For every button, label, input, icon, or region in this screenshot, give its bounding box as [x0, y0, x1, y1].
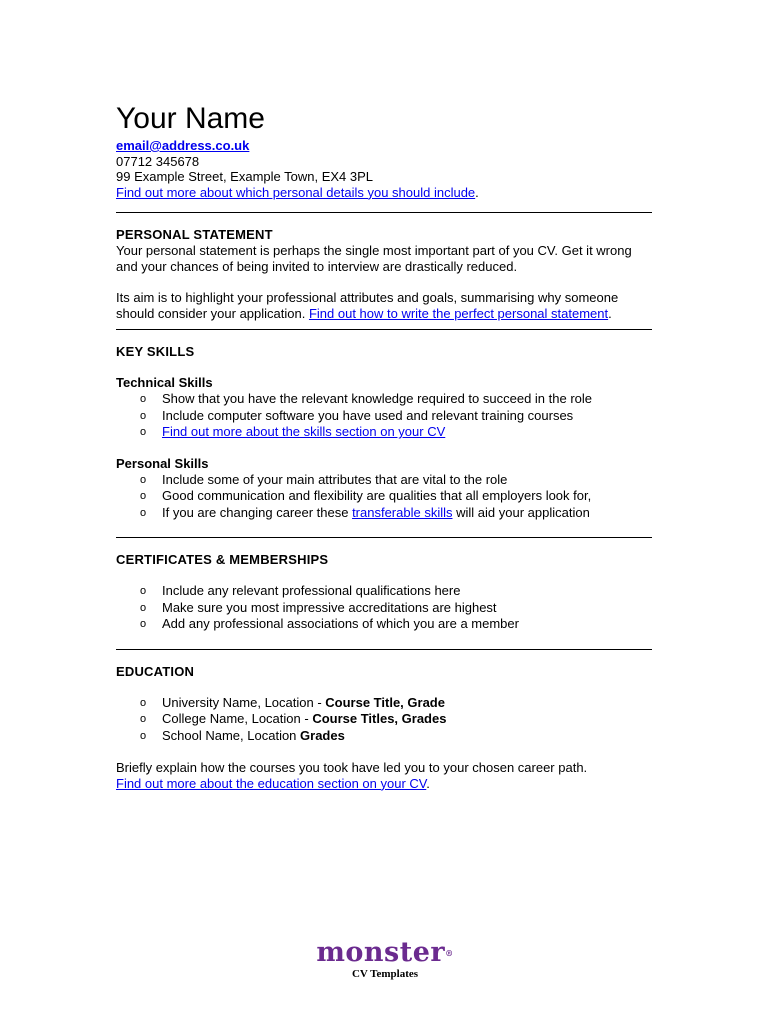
personal-statement-para-2: [116, 290, 652, 321]
list-item-text: Make sure you most impressive accreditations are highest: [162, 599, 497, 615]
period: .: [608, 305, 612, 321]
list-item: [116, 424, 652, 441]
name-heading: Your Name: [116, 102, 265, 135]
list-item-text: Show that you have the relevant knowledge required to succeed in the role: [162, 391, 592, 406]
transferable-skills-link[interactable]: transferable skills: [352, 504, 453, 520]
list-item: [116, 695, 652, 712]
list-item: [116, 711, 652, 728]
personal-skills-heading: Personal Skills: [116, 455, 209, 471]
certificates-list: [116, 583, 652, 633]
bullet-icon: o: [140, 490, 147, 502]
list-item-text: Include some of your main attributes that are vital to the role: [162, 471, 508, 487]
education-section-link[interactable]: Find out more about the education section on your CV: [116, 775, 427, 791]
cv-document: [116, 100, 652, 791]
bullet-icon: o: [140, 696, 147, 709]
list-item: [116, 391, 652, 408]
course-title: Course Titles, Grades: [312, 711, 447, 726]
list-item: [116, 616, 652, 633]
list-item-text: Add any professional associations of which you are a member: [162, 616, 519, 631]
list-item: [116, 472, 652, 489]
personal-statement-heading: PERSONAL STATEMENT: [116, 227, 273, 242]
technical-skills-heading: Technical Skills: [116, 375, 213, 390]
list-item: [116, 583, 652, 600]
divider: [116, 329, 652, 330]
bullet-icon: o: [140, 473, 147, 486]
divider: [116, 212, 652, 213]
education-list: [116, 695, 652, 745]
education-summary: Briefly explain how the courses you took have led you to your chosen career path.: [116, 760, 588, 775]
skills-section-link[interactable]: Find out more about the skills section on your CV: [162, 424, 446, 439]
bullet-icon: o: [140, 729, 147, 742]
education-link-line: [116, 776, 652, 792]
personal-skills-list: [116, 472, 652, 522]
list-item-text: Include computer software you have used and relevant training courses: [162, 407, 574, 423]
details-line: [116, 185, 652, 201]
list-item-text: If you are changing career these: [162, 504, 353, 520]
bullet-icon: o: [140, 585, 147, 597]
personal-statement-link[interactable]: Find out how to write the perfect personal statement: [308, 305, 609, 321]
course-title: Course Title, Grade: [325, 694, 445, 710]
phone-number: 07712 345678: [116, 153, 200, 169]
logo-wordmark: [312, 938, 458, 968]
list-item-text: School Name, Location: [162, 727, 301, 743]
list-item: [116, 600, 652, 617]
period: .: [426, 775, 430, 791]
bullet-icon: o: [140, 713, 147, 725]
email-link[interactable]: email@address.co.uk: [116, 138, 250, 153]
divider: [116, 537, 652, 538]
email-line: [116, 138, 652, 154]
certificates-heading: CERTIFICATES & MEMBERSHIPS: [116, 552, 329, 567]
personal-statement-text: Its aim is to highlight your professional attributes and goals, summarising why someone should consider your application.: [116, 290, 619, 321]
list-item-text: Include any relevant professional qualifications here: [162, 583, 461, 598]
bullet-icon: o: [140, 426, 147, 438]
bullet-icon: o: [140, 393, 147, 405]
list-item-text: will aid your application: [452, 504, 590, 520]
bullet-icon: o: [140, 409, 147, 422]
bullet-icon: o: [140, 601, 147, 614]
list-item-text: Good communication and flexibility are qualities that all employers look for,: [162, 488, 592, 503]
education-heading: EDUCATION: [116, 663, 195, 679]
personal-details-link[interactable]: Find out more about which personal details you should include: [116, 184, 476, 200]
list-item: [116, 408, 652, 425]
bullet-icon: o: [140, 506, 147, 519]
technical-skills-list: [116, 391, 652, 441]
list-item-text: College Name, Location -: [162, 711, 313, 726]
address: 99 Example Street, Example Town, EX4 3PL: [116, 169, 374, 184]
list-item: [116, 488, 652, 505]
bullet-icon: o: [140, 618, 147, 630]
list-item: [116, 505, 652, 522]
monster-logo: [312, 938, 458, 981]
course-title: Grades: [300, 727, 345, 743]
logo-word: monster: [316, 937, 446, 968]
list-item: [116, 728, 652, 745]
period: .: [475, 184, 479, 200]
registered-mark: ®: [445, 948, 454, 958]
personal-statement-para-1: Your personal statement is perhaps the single most important part of you CV. Get it wrong and your chances of being invited to interview are drastically reduced.: [116, 243, 632, 274]
divider: [116, 649, 652, 650]
list-item-text: University Name, Location -: [162, 694, 326, 710]
key-skills-heading: KEY SKILLS: [116, 344, 195, 359]
logo-subtitle: CV Templates: [351, 968, 419, 980]
